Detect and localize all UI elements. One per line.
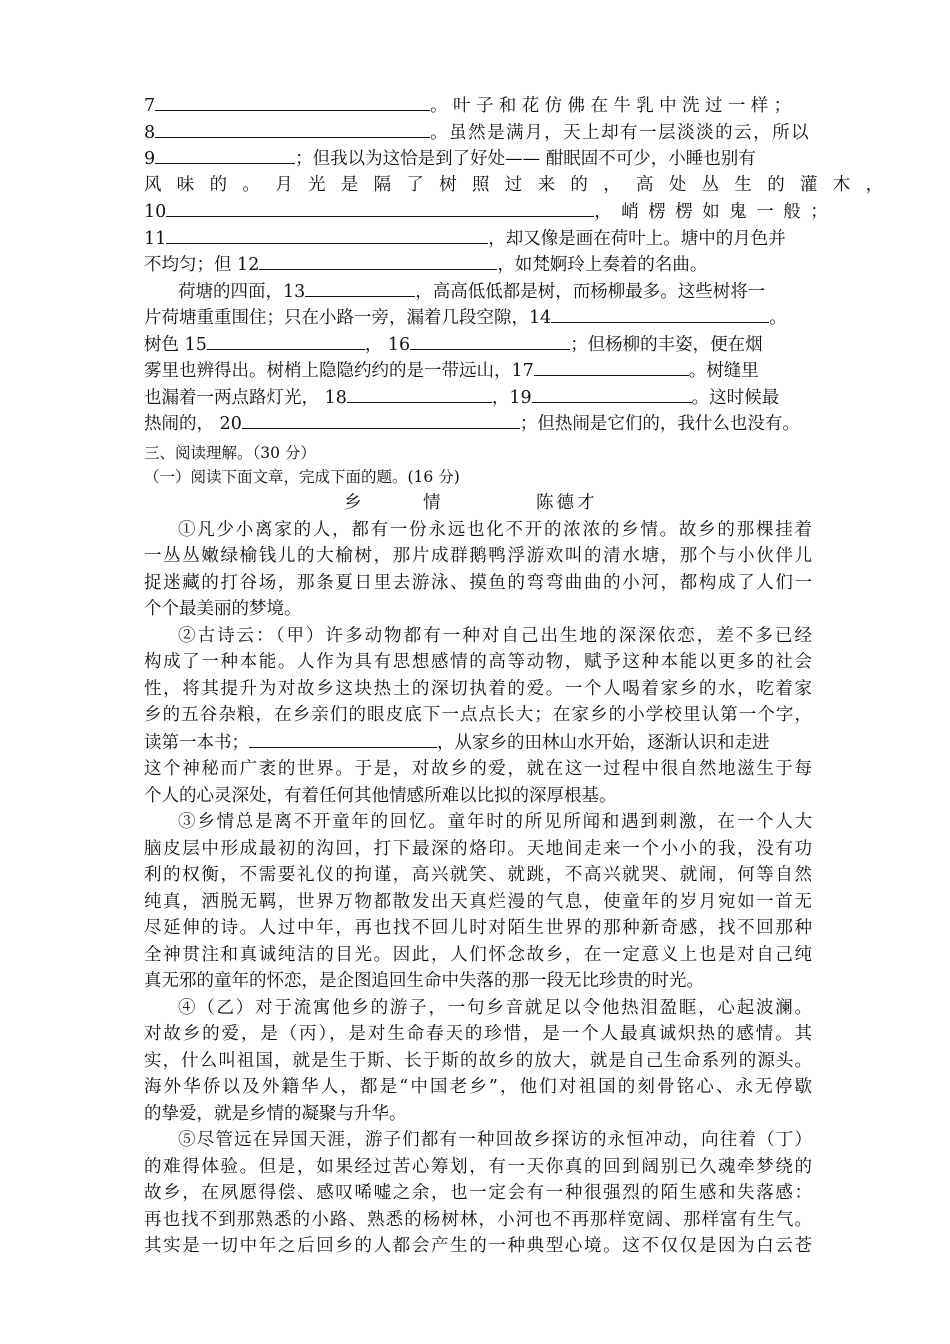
question-number: 不均匀；但 12 [144,255,260,275]
paragraph-line: 尽延伸的诗。人过中年，再也找不回儿时对陌生世界的那种新奇感，找不回那种 [144,918,812,938]
document-page [144,92,899,1260]
answer-blank[interactable] [249,729,437,748]
line-text: 。虽然是满月，天上却有一层淡淡的云，所以 [430,122,811,143]
paragraph-line: 这个神秘而广袤的世界。于是，对故乡的爱，就在这一过程中很自然地滋生于每 [144,759,812,779]
line-text: 。叶子和花仿佛在牛乳中洗过一样； [430,96,797,116]
line-text: ；但我以为这恰是到了好处—— 酣眠固不可少，小睡也别有 [295,149,756,169]
article-header [144,489,812,517]
answer-blank[interactable] [551,304,769,323]
paragraph-line: 全神贯注和真诚纯洁的目光。因此，人们怀念故乡，在一定意义上也是对自己纯 [144,944,812,965]
line-text: 。树缝里 [688,361,759,381]
fill-line-10 [144,198,838,225]
paragraph-line: ⑤尽管远在异国天涯，游子们都有一种回故乡探访的永恒冲动，向往着（丁） [178,1130,812,1150]
fill-line-20 [144,410,812,437]
answer-blank[interactable] [532,384,692,403]
question-number: 10 [144,202,167,222]
article-title: 乡 情 [344,492,463,513]
paragraph-line: 个人的心灵深处，有着任何其他情感所难以比拟的深厚根基。 [144,785,617,806]
fill-line-8 [144,119,812,146]
question-number: 7 [144,96,156,116]
question-number: 荷塘的四面，13 [178,281,306,302]
answer-blank[interactable] [155,145,295,164]
fill-line-15-16 [144,331,812,358]
fill-line-7 [144,92,812,119]
question-number: 片荷塘重重围住；只在小路一旁，漏着几段空隙，14 [144,308,552,328]
line-text: ；但杨柳的丰姿，便在烟 [570,334,763,355]
paragraph-3 [144,809,812,995]
fill-line-text [144,172,899,199]
question-number: 树色 15 [144,334,207,355]
paragraph-line: 乡的五谷杂粮，在乡亲们的眼皮底下一点点长大；在家乡的小学校里认第一个字， [144,705,812,725]
paragraph-line: 纯真，洒脱无羁，世界万物都散发出天真烂漫的气息，使童年的岁月宛如一首无 [144,891,812,912]
paragraph-2 [144,623,812,810]
paragraph-line: 实，什么叫祖国，就是生于斯、长于斯的故乡的放大，就是自己生命系列的源头。 [144,1050,812,1071]
fill-line-9 [144,145,812,172]
paragraph-line: 再也找不到那熟悉的小路、熟悉的杨树林，小河也不再那样宽阔、那样富有生气。 [144,1209,812,1230]
answer-blank[interactable] [410,331,570,350]
question-number: 11 [144,228,167,249]
paragraph-line: 的难得体验。但是，如果经过苦心筹划，有一天你真的回到阔别已久魂牵梦绕的 [144,1156,812,1177]
paragraph-line: 捉迷藏的打谷场，那条夏日里去游泳、摸鱼的弯弯曲曲的小河，都构成了人们一 [144,572,812,593]
fill-line-17 [144,357,812,384]
answer-blank[interactable] [242,410,520,429]
question-number: ， 16 [364,334,411,355]
fill-line-12 [144,251,812,278]
line-text: ，高高低低都是树，而杨柳最多。这些树将一 [415,281,766,302]
paragraph-line: 个个最美丽的梦境。 [144,599,302,619]
answer-blank[interactable] [166,198,594,217]
answer-blank[interactable] [305,278,415,297]
fill-line-13 [144,278,812,305]
paragraph-line: 脑皮层中形成最初的沟回，打下最深的烙印。天地间走来一个小小的我，没有功 [144,838,812,859]
paragraph-line: ①凡少小离家的人，都有一份永远也化不开的浓浓的乡情。故乡的那棵挂着 [178,519,812,540]
answer-blank[interactable] [534,357,689,376]
question-number: ，19 [491,387,532,408]
article-author: 陈德才 [536,492,598,513]
paragraph-line: 其实是一切中年之后回乡的人都会产生的一种典型心境。这不仅仅是因为白云苍 [144,1236,812,1256]
answer-blank[interactable] [155,119,430,138]
question-number: 9 [144,149,156,169]
paragraph-line: 真无邪的童年的怀恋，是企图追回生命中失落的那一段无比珍贵的时光。 [144,971,704,991]
line-text: ，却又像是画在荷叶上。塘中的月色并 [488,228,786,249]
paragraph-line: 构成了一种本能。人作为具有思想感情的高等动物，赋予这种本能以更多的社会 [144,652,812,672]
answer-blank[interactable] [207,331,365,350]
line-text: 。 [769,308,787,328]
line-text: ；但热闹是它们的，我什么也没有。 [519,414,800,434]
line-text: ，如梵婀玲上奏着的名曲。 [497,255,708,275]
paragraph-line: ④（乙）对于流寓他乡的游子，一句乡音就足以令他热泪盈眶，心起波澜。 [178,997,812,1018]
paragraph-line: 对故乡的爱，是（丙），是对生命春天的珍惜，是一个人最真诚炽热的感情。其 [144,1024,812,1044]
sub-heading: （一）阅读下面文章，完成下面的题。(16 分) [144,467,460,486]
paragraph-1 [144,517,812,623]
line-text: 。这时候最 [691,387,780,408]
paragraph-line: ，从家乡的田林山水开始，逐渐认识和走进 [437,732,770,753]
answer-blank[interactable] [166,225,488,244]
paragraph-line: ②古诗云：（甲）许多动物都有一种对自己出生地的深深依恋，差不多已经 [178,625,812,646]
paragraph-5 [144,1127,812,1260]
paragraph-line: 利的权衡，不需要礼仪的拘谨，高兴就笑、就跳，不高兴就哭、就闹，何等自然 [144,865,812,885]
paragraph-line: 性，将其提升为对故乡这块热土的深切执着的爱。一个人喝着家乡的水，吃着家 [144,678,812,699]
answer-blank[interactable] [347,384,492,403]
paragraph-line: 一丛丛嫩绿榆钱儿的大榆树，那片成群鹅鸭浮游欢叫的清水塘，那个与小伙伴儿 [144,546,812,566]
paragraph-line: 故乡，在夙愿得偿、感叹唏嘘之余，也一定会有一种很强烈的陌生感和失落感： [144,1183,812,1203]
section-heading: 三、阅读理解。（30 分） [144,443,316,462]
answer-blank[interactable] [259,251,497,270]
paragraph-4 [144,995,812,1128]
question-number: 也漏着一两点路灯光， 18 [144,387,347,408]
paragraph-line: 海外华侨以及外籍华人，都是“中国老乡”，他们对祖国的刻骨铭心、永无停歇 [144,1077,812,1097]
question-number: 8 [144,122,156,143]
fill-line-14 [144,304,812,331]
question-number: 热闹的， 20 [144,414,242,434]
paragraph-line-with-blank [144,729,812,757]
paragraph-line: 的挚爱，就是乡情的凝聚与升华。 [144,1103,407,1124]
fill-line-18-19 [144,384,812,411]
paragraph-line: ③乡情总是离不开童年的回忆。童年时的所见所闻和遇到刺激，在一个人大 [178,812,812,832]
paragraph-line: 读第一本书； [144,732,249,753]
line-text: 风味的。月光是隔了树照过来的，高处丛生的灌木， [144,174,899,195]
question-number: 雾里也辨得出。树梢上隐隐约约的是一带远山，17 [144,361,534,381]
line-text: ，峭楞楞如鬼一般； [594,202,838,222]
fill-line-11 [144,225,812,252]
answer-blank[interactable] [155,92,430,111]
